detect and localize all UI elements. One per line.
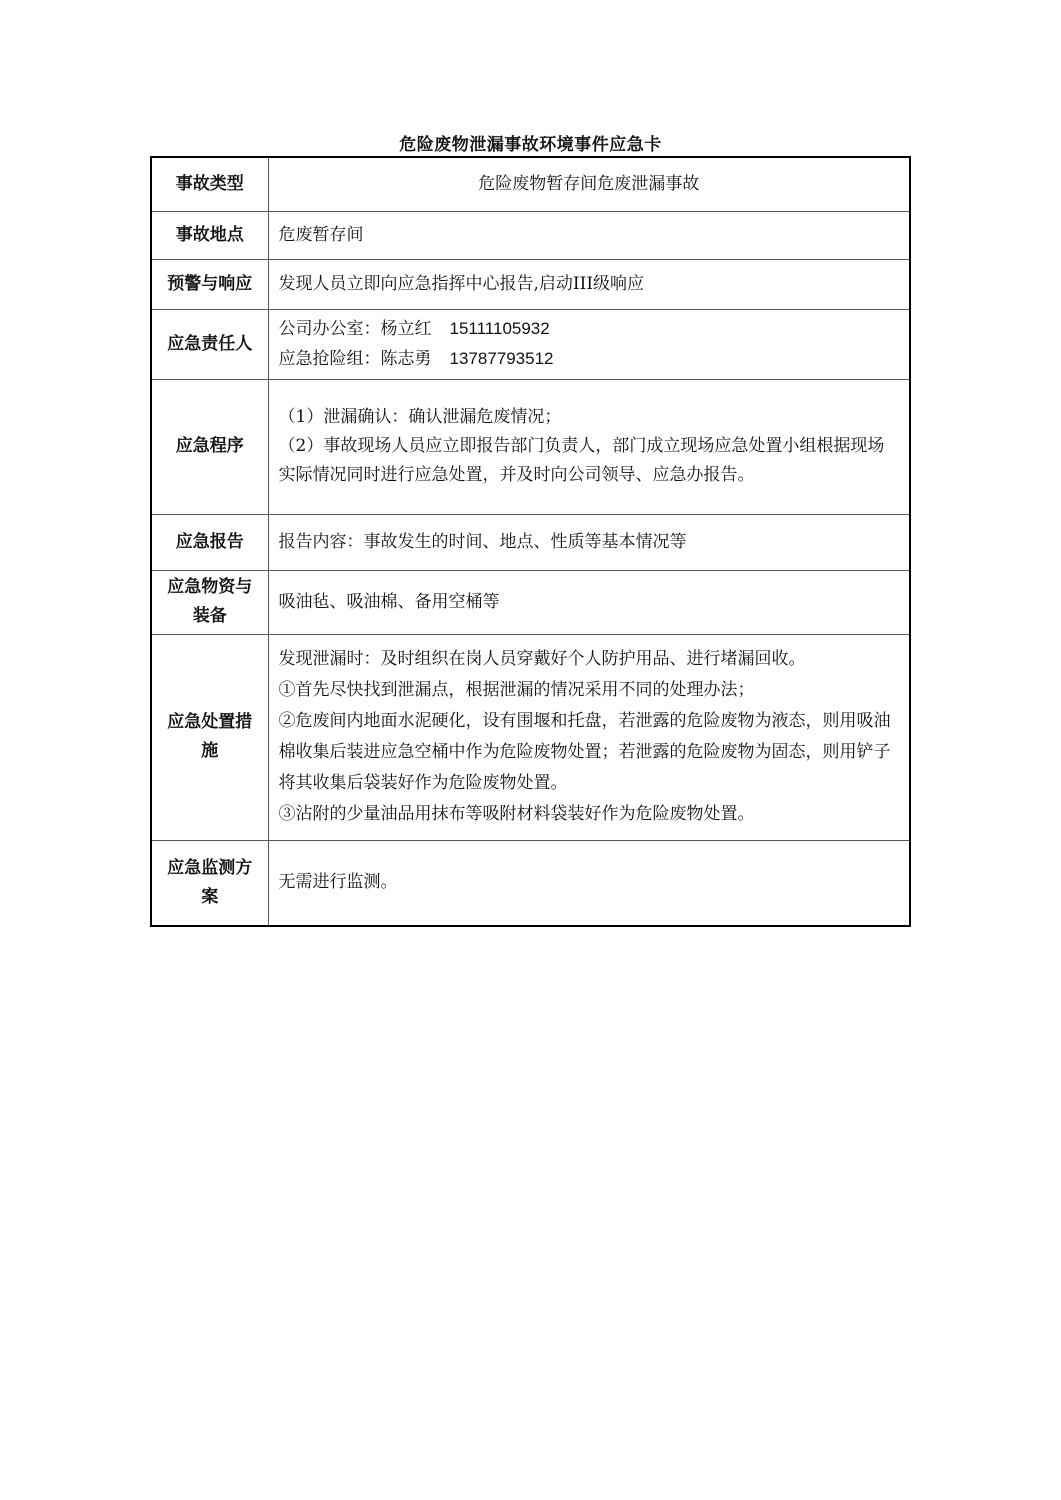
row-label-responsible: 应急责任人 bbox=[151, 309, 268, 379]
table-row-accident-type bbox=[151, 157, 910, 211]
procedure-step: （2）事故现场人员应立即报告部门负责人，部门成立现场应急处置小组根据现场实际情况同时进行应急处置，并及时向公司领导、应急办报告。 bbox=[278, 436, 885, 485]
contact-phone: 13787793512 bbox=[449, 349, 554, 368]
procedure-step: （1）泄漏确认：确认泄漏危废情况； bbox=[278, 407, 562, 427]
table-row-monitoring bbox=[151, 840, 910, 926]
contact-phone: 15111105932 bbox=[449, 319, 550, 338]
row-value-accident-type: 危险废物暂存间危废泄漏事故 bbox=[268, 157, 910, 211]
table-row-responsible bbox=[151, 309, 910, 379]
row-label-location: 事故地点 bbox=[151, 211, 268, 259]
row-value-monitoring: 无需进行监测。 bbox=[268, 840, 910, 926]
table-row-report bbox=[151, 514, 910, 570]
contact-line bbox=[279, 344, 900, 374]
row-label-procedure: 应急程序 bbox=[151, 379, 268, 514]
row-value-warning: 发现人员立即向应急指挥中心报告,启动III级响应 bbox=[268, 259, 910, 309]
table-row-supplies bbox=[151, 570, 910, 634]
row-label-monitoring: 应急监测方案 bbox=[151, 840, 268, 926]
row-value-responsible bbox=[268, 309, 910, 379]
row-label-report: 应急报告 bbox=[151, 514, 268, 570]
contact-name: 公司办公室：杨立红 bbox=[278, 319, 432, 339]
row-value-measures bbox=[268, 634, 910, 840]
table-row-warning bbox=[151, 259, 910, 309]
row-label-measures: 应急处置措施 bbox=[151, 634, 268, 840]
measure-line: ②危废间内地面水泥硬化，设有围堰和托盘，若泄露的危险废物为液态，则用吸油棉收集后装进应急空桶中作为危险废物处置；若泄露的危险废物为固态，则用铲子将其收集后袋装好作为危险废物处置。 bbox=[278, 711, 891, 793]
measure-line: ③沾附的少量油品用抹布等吸附材料袋装好作为危险废物处置。 bbox=[278, 804, 755, 824]
measure-line: ①首先尽快找到泄漏点，根据泄漏的情况采用不同的处理办法； bbox=[278, 680, 755, 700]
table-row-procedure bbox=[151, 379, 910, 514]
row-value-procedure bbox=[268, 379, 910, 514]
contact-line bbox=[279, 314, 900, 344]
row-label-supplies: 应急物资与装备 bbox=[151, 570, 268, 634]
row-value-location: 危废暂存间 bbox=[268, 211, 910, 259]
measure-line: 发现泄漏时：及时组织在岗人员穿戴好个人防护用品、进行堵漏回收。 bbox=[278, 649, 806, 669]
emergency-card-table bbox=[150, 156, 911, 927]
row-label-warning: 预警与响应 bbox=[151, 259, 268, 309]
table-row-location bbox=[151, 211, 910, 259]
row-value-report: 报告内容：事故发生的时间、地点、性质等基本情况等 bbox=[268, 514, 910, 570]
row-label-accident-type: 事故类型 bbox=[151, 157, 268, 211]
table-row-measures bbox=[151, 634, 910, 840]
contact-name: 应急抢险组：陈志勇 bbox=[278, 349, 432, 369]
page-title: 危险废物泄漏事故环境事件应急卡 bbox=[399, 135, 662, 155]
row-value-supplies: 吸油毡、吸油棉、备用空桶等 bbox=[268, 570, 910, 634]
